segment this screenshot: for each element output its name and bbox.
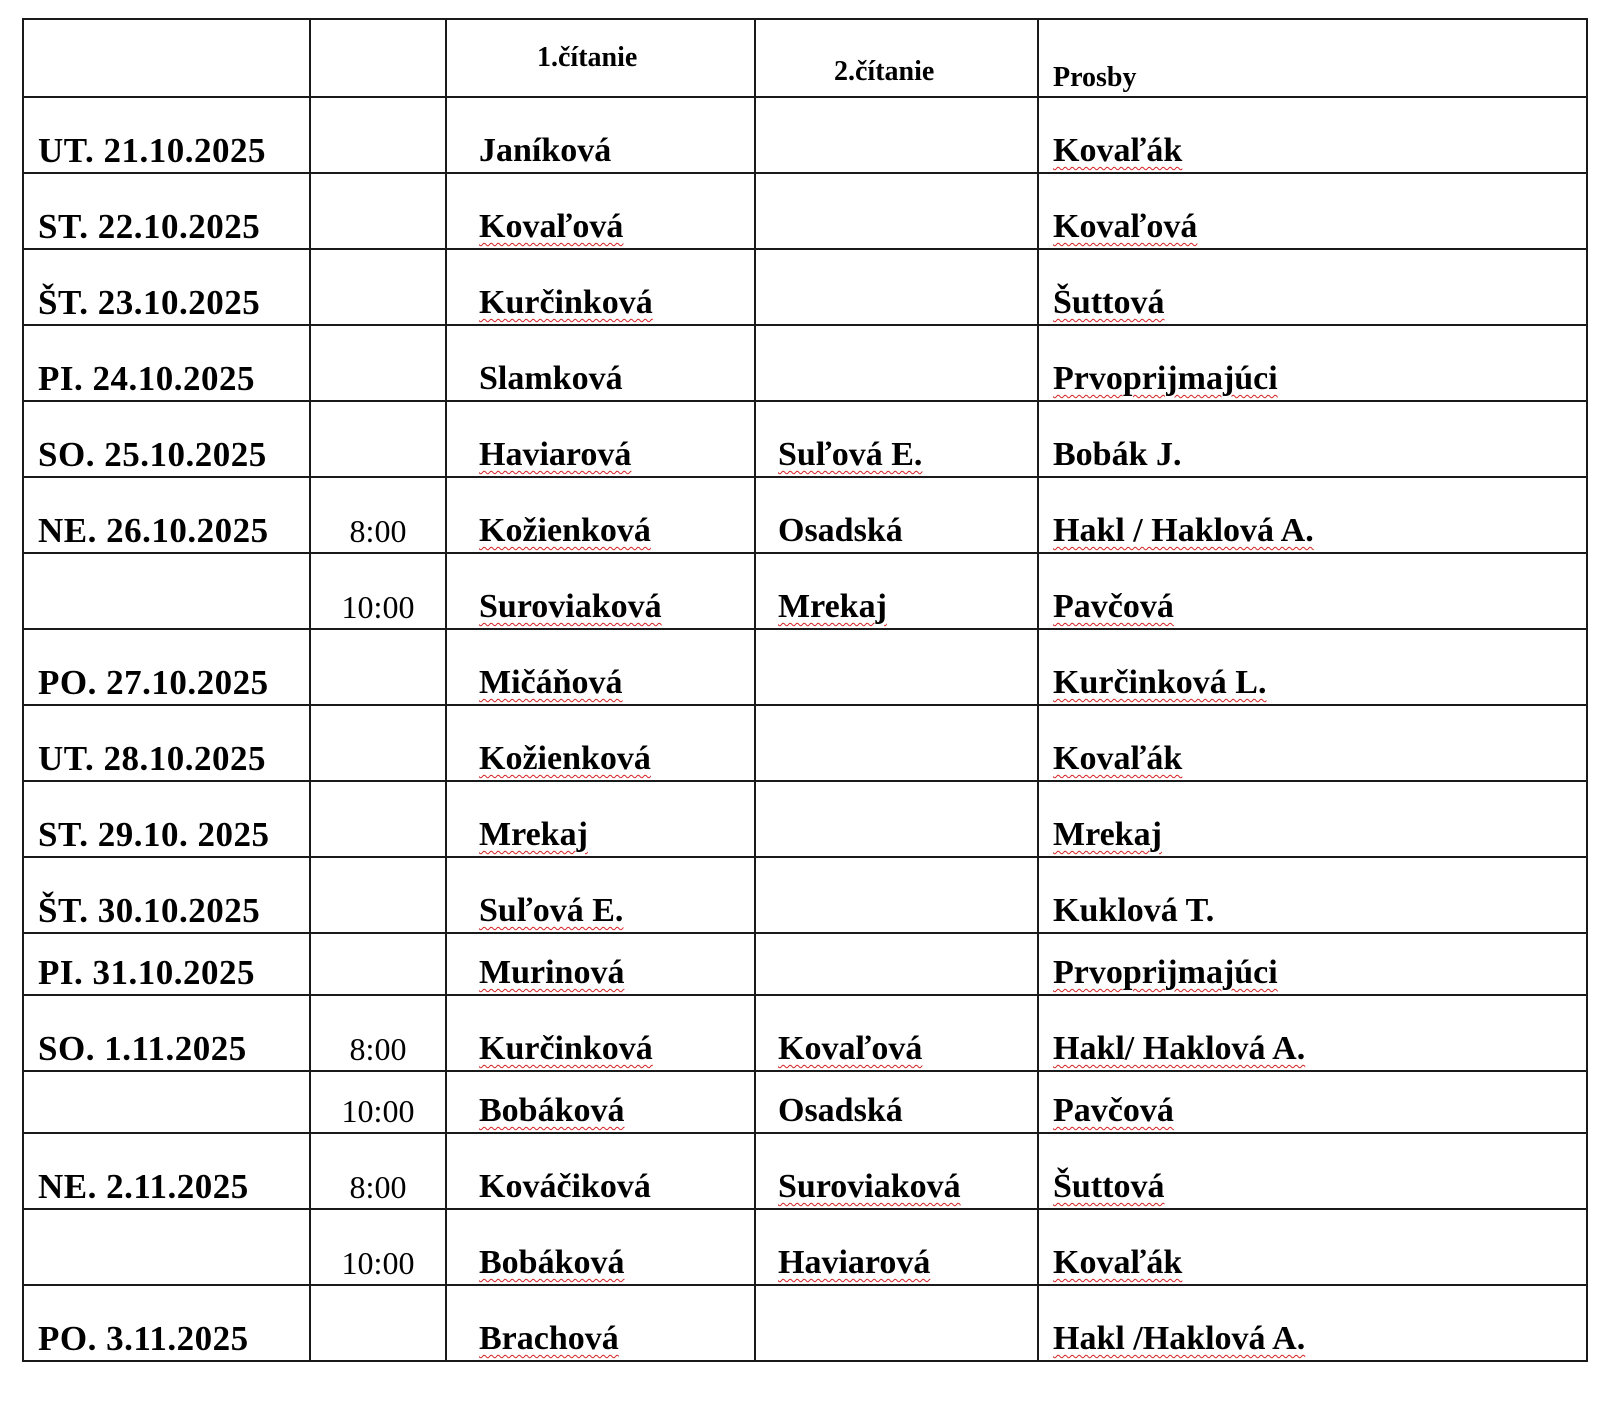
reading2-text: Osadská — [778, 1092, 903, 1129]
reading1-text: Kožienková — [479, 740, 651, 777]
schedule-row — [23, 1071, 1587, 1133]
schedule-row — [23, 249, 1587, 325]
time-cell — [310, 325, 446, 401]
day-text: PO. 3.11.2025 — [38, 1319, 249, 1358]
reading1-cell — [446, 553, 755, 629]
schedule-row — [23, 173, 1587, 249]
reading1-cell — [446, 705, 755, 781]
reading2-text: Suľová E. — [778, 436, 923, 473]
time-text: 8:00 — [349, 513, 407, 549]
reading1-cell — [446, 173, 755, 249]
reading1-text: Bobáková — [479, 1244, 625, 1281]
day-cell — [23, 857, 310, 933]
day-text: NE. 26.10.2025 — [38, 511, 269, 550]
time-cell — [310, 173, 446, 249]
prayers-cell — [1038, 249, 1587, 325]
prayers-text: Kovaľák — [1053, 1244, 1183, 1281]
prayers-text: Kuklová T. — [1053, 892, 1215, 929]
schedule-row — [23, 857, 1587, 933]
reading2-text: Kovaľová — [778, 1030, 923, 1067]
reading1-text: Mičáňová — [479, 664, 623, 701]
day-cell — [23, 553, 310, 629]
prayers-text: Prvoprijmajúci — [1053, 360, 1278, 397]
reading2-cell — [755, 249, 1038, 325]
day-cell — [23, 1285, 310, 1361]
reading2-cell — [755, 781, 1038, 857]
day-cell — [23, 249, 310, 325]
reading1-cell — [446, 1285, 755, 1361]
prayers-text: Prvoprijmajúci — [1053, 954, 1278, 991]
day-cell — [23, 629, 310, 705]
prayers-cell — [1038, 857, 1587, 933]
reading1-text: Kožienková — [479, 512, 651, 549]
day-cell — [23, 97, 310, 173]
reading1-cell — [446, 995, 755, 1071]
prayers-cell — [1038, 97, 1587, 173]
prayers-cell — [1038, 1071, 1587, 1133]
schedule-row — [23, 325, 1587, 401]
reading1-text: Suroviaková — [479, 588, 662, 625]
prayers-text: Pavčová — [1053, 588, 1174, 625]
reading2-cell — [755, 933, 1038, 995]
schedule-row — [23, 629, 1587, 705]
time-text: 10:00 — [341, 1245, 415, 1281]
day-text: UT. 21.10.2025 — [38, 131, 267, 170]
reading1-cell — [446, 477, 755, 553]
reading2-cell — [755, 1133, 1038, 1209]
day-cell — [23, 781, 310, 857]
header-reading1-cell — [446, 19, 755, 97]
day-text: ŠT. 23.10.2025 — [38, 283, 261, 322]
reading1-cell — [446, 629, 755, 705]
schedule-row — [23, 1285, 1587, 1361]
time-cell — [310, 477, 446, 553]
time-cell — [310, 705, 446, 781]
reading1-cell — [446, 401, 755, 477]
reading2-text: Suroviaková — [778, 1168, 961, 1205]
time-cell — [310, 97, 446, 173]
header-time-cell — [310, 19, 446, 97]
prayers-cell — [1038, 173, 1587, 249]
prayers-cell — [1038, 1133, 1587, 1209]
prayers-cell — [1038, 1285, 1587, 1361]
time-cell — [310, 553, 446, 629]
day-cell — [23, 995, 310, 1071]
schedule-row — [23, 97, 1587, 173]
day-text: ST. 29.10. 2025 — [38, 815, 270, 854]
day-text: UT. 28.10.2025 — [38, 739, 267, 778]
time-cell — [310, 933, 446, 995]
schedule-row — [23, 933, 1587, 995]
day-text: NE. 2.11.2025 — [38, 1167, 249, 1206]
schedule-row — [23, 553, 1587, 629]
reading1-cell — [446, 325, 755, 401]
day-text: ST. 22.10.2025 — [38, 207, 261, 246]
prayers-cell — [1038, 477, 1587, 553]
time-cell — [310, 401, 446, 477]
prayers-text: Kovaľák — [1053, 132, 1183, 169]
reading1-text: Suľová E. — [479, 892, 624, 929]
time-cell — [310, 249, 446, 325]
reading1-text: Haviarová — [479, 436, 632, 473]
reading1-cell — [446, 1071, 755, 1133]
day-text: PO. 27.10.2025 — [38, 663, 269, 702]
schedule-row — [23, 477, 1587, 553]
reading2-text: Mrekaj — [778, 588, 887, 625]
time-cell — [310, 1133, 446, 1209]
header-reading1: 1.čítanie — [537, 42, 638, 73]
time-cell — [310, 995, 446, 1071]
reading2-cell — [755, 553, 1038, 629]
time-text: 8:00 — [349, 1031, 407, 1067]
day-text: PI. 31.10.2025 — [38, 953, 255, 992]
reading2-text: Haviarová — [778, 1244, 931, 1281]
prayers-text: Hakl / Haklová A. — [1053, 512, 1314, 549]
prayers-cell — [1038, 781, 1587, 857]
reading2-cell — [755, 325, 1038, 401]
prayers-cell — [1038, 629, 1587, 705]
prayers-text: Mrekaj — [1053, 816, 1162, 853]
day-cell — [23, 401, 310, 477]
day-cell — [23, 477, 310, 553]
reading1-text: Bobáková — [479, 1092, 625, 1129]
header-day-cell — [23, 19, 310, 97]
day-text: SO. 25.10.2025 — [38, 435, 267, 474]
header-prayers-cell — [1038, 19, 1587, 97]
header-row — [23, 19, 1587, 97]
reading1-text: Murinová — [479, 954, 625, 991]
time-cell — [310, 857, 446, 933]
prayers-text: Kurčinková L. — [1053, 664, 1267, 701]
reading1-cell — [446, 781, 755, 857]
prayers-text: Bobák J. — [1053, 436, 1182, 473]
prayers-cell — [1038, 995, 1587, 1071]
reading2-cell — [755, 705, 1038, 781]
prayers-text: Hakl/ Haklová A. — [1053, 1030, 1306, 1067]
prayers-text: Kovaľová — [1053, 208, 1198, 245]
prayers-cell — [1038, 705, 1587, 781]
prayers-cell — [1038, 401, 1587, 477]
header-reading2: 2.čítanie — [834, 56, 935, 87]
schedule-body — [23, 19, 1587, 1361]
day-cell — [23, 325, 310, 401]
prayers-text: Kovaľák — [1053, 740, 1183, 777]
reading-schedule-table — [22, 18, 1588, 1362]
day-cell — [23, 1071, 310, 1133]
header-prayers: Prosby — [1053, 62, 1137, 93]
reading2-cell — [755, 629, 1038, 705]
reading1-cell — [446, 249, 755, 325]
time-cell — [310, 1285, 446, 1361]
reading1-cell — [446, 857, 755, 933]
reading1-text: Slamková — [479, 360, 623, 397]
schedule-row — [23, 705, 1587, 781]
reading1-cell — [446, 1133, 755, 1209]
day-cell — [23, 933, 310, 995]
time-cell — [310, 781, 446, 857]
prayers-text: Hakl /Haklová A. — [1053, 1320, 1306, 1357]
prayers-cell — [1038, 933, 1587, 995]
reading2-cell — [755, 1209, 1038, 1285]
time-text: 10:00 — [341, 1093, 415, 1129]
schedule-row — [23, 401, 1587, 477]
prayers-cell — [1038, 553, 1587, 629]
reading2-cell — [755, 995, 1038, 1071]
reading1-text: Brachová — [479, 1320, 619, 1357]
reading2-cell — [755, 401, 1038, 477]
schedule-row — [23, 1133, 1587, 1209]
reading2-cell — [755, 97, 1038, 173]
reading2-text: Osadská — [778, 512, 903, 549]
day-text: SO. 1.11.2025 — [38, 1029, 247, 1068]
reading1-text: Janíková — [479, 132, 612, 169]
reading2-cell — [755, 1285, 1038, 1361]
time-cell — [310, 1071, 446, 1133]
schedule-row — [23, 995, 1587, 1071]
day-cell — [23, 1209, 310, 1285]
day-cell — [23, 705, 310, 781]
prayers-cell — [1038, 325, 1587, 401]
reading1-text: Kováčiková — [479, 1168, 651, 1205]
header-reading2-cell — [755, 19, 1038, 97]
reading1-cell — [446, 933, 755, 995]
reading1-text: Mrekaj — [479, 816, 588, 853]
time-cell — [310, 629, 446, 705]
reading2-cell — [755, 173, 1038, 249]
day-text: ŠT. 30.10.2025 — [38, 891, 261, 930]
reading2-cell — [755, 857, 1038, 933]
day-text: PI. 24.10.2025 — [38, 359, 255, 398]
prayers-cell — [1038, 1209, 1587, 1285]
prayers-text: Pavčová — [1053, 1092, 1174, 1129]
reading2-cell — [755, 1071, 1038, 1133]
prayers-text: Šuttová — [1053, 284, 1165, 321]
reading1-cell — [446, 97, 755, 173]
time-cell — [310, 1209, 446, 1285]
reading1-cell — [446, 1209, 755, 1285]
schedule-row — [23, 1209, 1587, 1285]
reading1-text: Kurčinková — [479, 284, 653, 321]
prayers-text: Šuttová — [1053, 1168, 1165, 1205]
schedule-row — [23, 781, 1587, 857]
time-text: 8:00 — [349, 1169, 407, 1205]
reading1-text: Kovaľová — [479, 208, 624, 245]
reading2-cell — [755, 477, 1038, 553]
time-text: 10:00 — [341, 589, 415, 625]
day-cell — [23, 173, 310, 249]
reading1-text: Kurčinková — [479, 1030, 653, 1067]
day-cell — [23, 1133, 310, 1209]
